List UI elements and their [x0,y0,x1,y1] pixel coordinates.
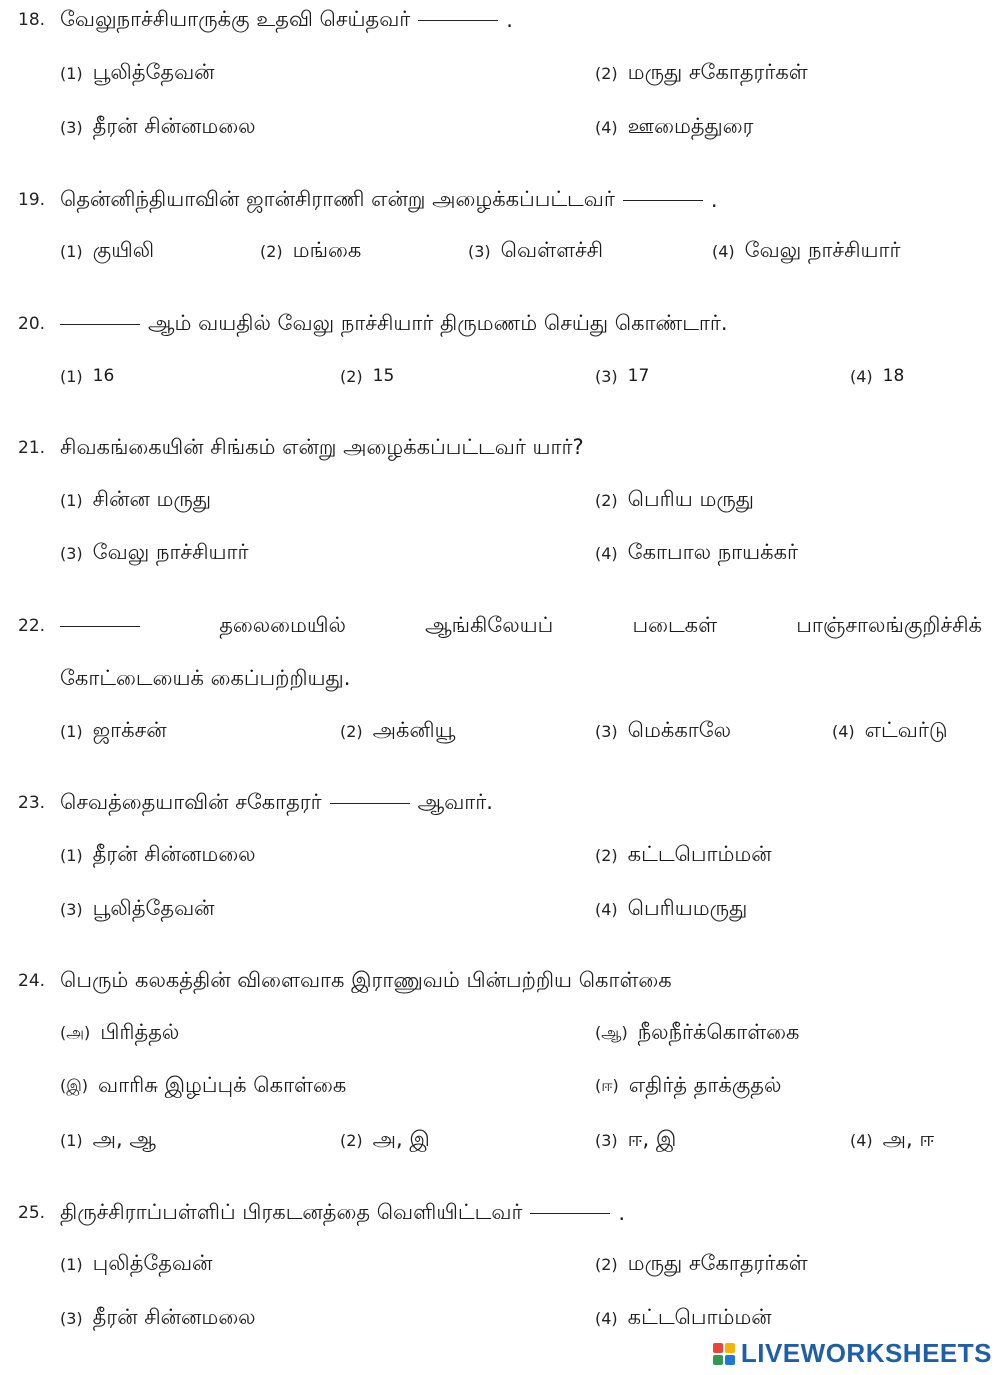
question-18: 18. வேலுநாச்சியாருக்கு உதவி செய்தவர் . [18,6,513,32]
answer-blank[interactable] [330,802,410,804]
option-20-1[interactable]: (1) 16 [60,366,115,386]
statement-24-aa: (ஆ) நீலநீர்க்கொள்கை [595,1019,800,1044]
option-21-4[interactable]: (4) கோபால நாயக்கர் [595,539,798,564]
option-19-3[interactable]: (3) வெள்ளச்சி [468,237,604,262]
option-20-3[interactable]: (3) 17 [595,366,650,386]
option-23-2[interactable]: (2) கட்டபொம்மன் [595,841,772,866]
option-23-4[interactable]: (4) பெரியமருது [595,895,748,920]
option-25-3[interactable]: (3) தீரன் சின்னமலை [60,1304,256,1329]
question-number: 22. [18,616,46,636]
statement-24-i: (இ) வாரிசு இழப்புக் கொள்கை [60,1072,347,1097]
question-22-line1: தலைமையில் ஆங்கிலேயப் படைகள் பாஞ்சாலங்குறிச்சிக் [60,606,982,646]
option-20-4[interactable]: (4) 18 [850,366,905,386]
statement-24-ii: (ஈ) எதிர்த் தாக்குதல் [595,1072,782,1097]
option-21-1[interactable]: (1) சின்ன மருது [60,486,212,511]
answer-blank[interactable] [530,1212,610,1214]
answer-blank[interactable] [623,199,703,201]
liveworksheets-logo [713,1338,992,1369]
question-number: 18. [18,10,46,30]
option-24-3[interactable]: (3) ஈ, இ [595,1126,677,1151]
question-25: 25. திருச்சிராப்பள்ளிப் பிரகடனத்தை வெளியிட்டவர் . [18,1199,626,1225]
option-24-2[interactable]: (2) அ, இ [340,1126,430,1151]
logo-text: LIVEWORKSHEETS [740,1338,992,1368]
question-text: சிவகங்கையின் சிங்கம் என்று அழைக்கப்பட்டவர் யார்? [60,434,584,459]
question-text: வேலுநாச்சியாருக்கு உதவி செய்தவர் [60,6,411,31]
statement-24-a: (அ) பிரித்தல் [60,1019,180,1044]
option-21-3[interactable]: (3) வேலு நாச்சியார் [60,539,249,564]
question-text: செவத்தையாவின் சகோதரர் [60,789,322,814]
option-22-4[interactable]: (4) எட்வர்டு [832,717,948,742]
question-19: 19. தென்னிந்தியாவின் ஜான்சிராணி என்று அழைக்கப்பட்டவர் . [18,186,718,212]
option-23-1[interactable]: (1) தீரன் சின்னமலை [60,841,256,866]
option-18-2[interactable]: (2) மருது சகோதரர்கள் [595,59,808,84]
question-22 [18,606,60,646]
option-24-1[interactable]: (1) அ, ஆ [60,1126,156,1151]
option-25-1[interactable]: (1) புலித்தேவன் [60,1250,213,1275]
question-text: தென்னிந்தியாவின் ஜான்சிராணி என்று அழைக்கப்பட்டவர் [60,186,615,211]
question-text: ஆம் வயதில் வேலு நாச்சியார் திருமணம் செய்து கொண்டார். [148,310,728,335]
option-23-3[interactable]: (3) பூலித்தேவன் [60,895,215,920]
logo-icon [713,1343,735,1365]
question-24 [18,961,672,1001]
option-21-2[interactable]: (2) பெரிய மருது [595,486,755,511]
question-number: 24. [18,971,46,991]
option-19-4[interactable]: (4) வேலு நாச்சியார் [712,237,901,262]
question-22-line2: கோட்டையைக் கைப்பற்றியது. [60,665,351,690]
question-number: 20. [18,314,46,334]
answer-blank[interactable] [60,323,140,325]
question-number: 25. [18,1203,46,1223]
option-24-4[interactable]: (4) அ, ஈ [850,1126,935,1151]
option-18-4[interactable]: (4) ஊமைத்துரை [595,113,754,138]
option-22-2[interactable]: (2) அக்னியூ [340,717,456,742]
answer-blank[interactable] [60,625,140,627]
question-number: 19. [18,190,46,210]
question-number: 21. [18,438,46,458]
question-text: திருச்சிராப்பள்ளிப் பிரகடனத்தை வெளியிட்டவர் [60,1199,523,1224]
question-23: 23. செவத்தையாவின் சகோதரர் ஆவார். [18,783,493,823]
option-25-2[interactable]: (2) மருது சகோதரர்கள் [595,1250,808,1275]
question-number: 23. [18,793,46,813]
option-18-1[interactable]: (1) பூலித்தேவன் [60,59,215,84]
answer-blank[interactable] [418,19,498,21]
option-25-4[interactable]: (4) கட்டபொம்மன் [595,1304,772,1329]
question-text: பெரும் கலகத்தின் விளைவாக இராணுவம் பின்பற்றிய கொள்கை [60,967,672,992]
option-19-1[interactable]: (1) குயிலி [60,237,155,262]
option-18-3[interactable]: (3) தீரன் சின்னமலை [60,113,256,138]
question-21 [18,428,584,468]
option-22-1[interactable]: (1) ஜாக்சன் [60,717,167,742]
question-20 [18,304,728,344]
option-22-3[interactable]: (3) மெக்காலே [595,717,732,742]
option-19-2[interactable]: (2) மங்கை [260,237,362,262]
option-20-2[interactable]: (2) 15 [340,366,395,386]
